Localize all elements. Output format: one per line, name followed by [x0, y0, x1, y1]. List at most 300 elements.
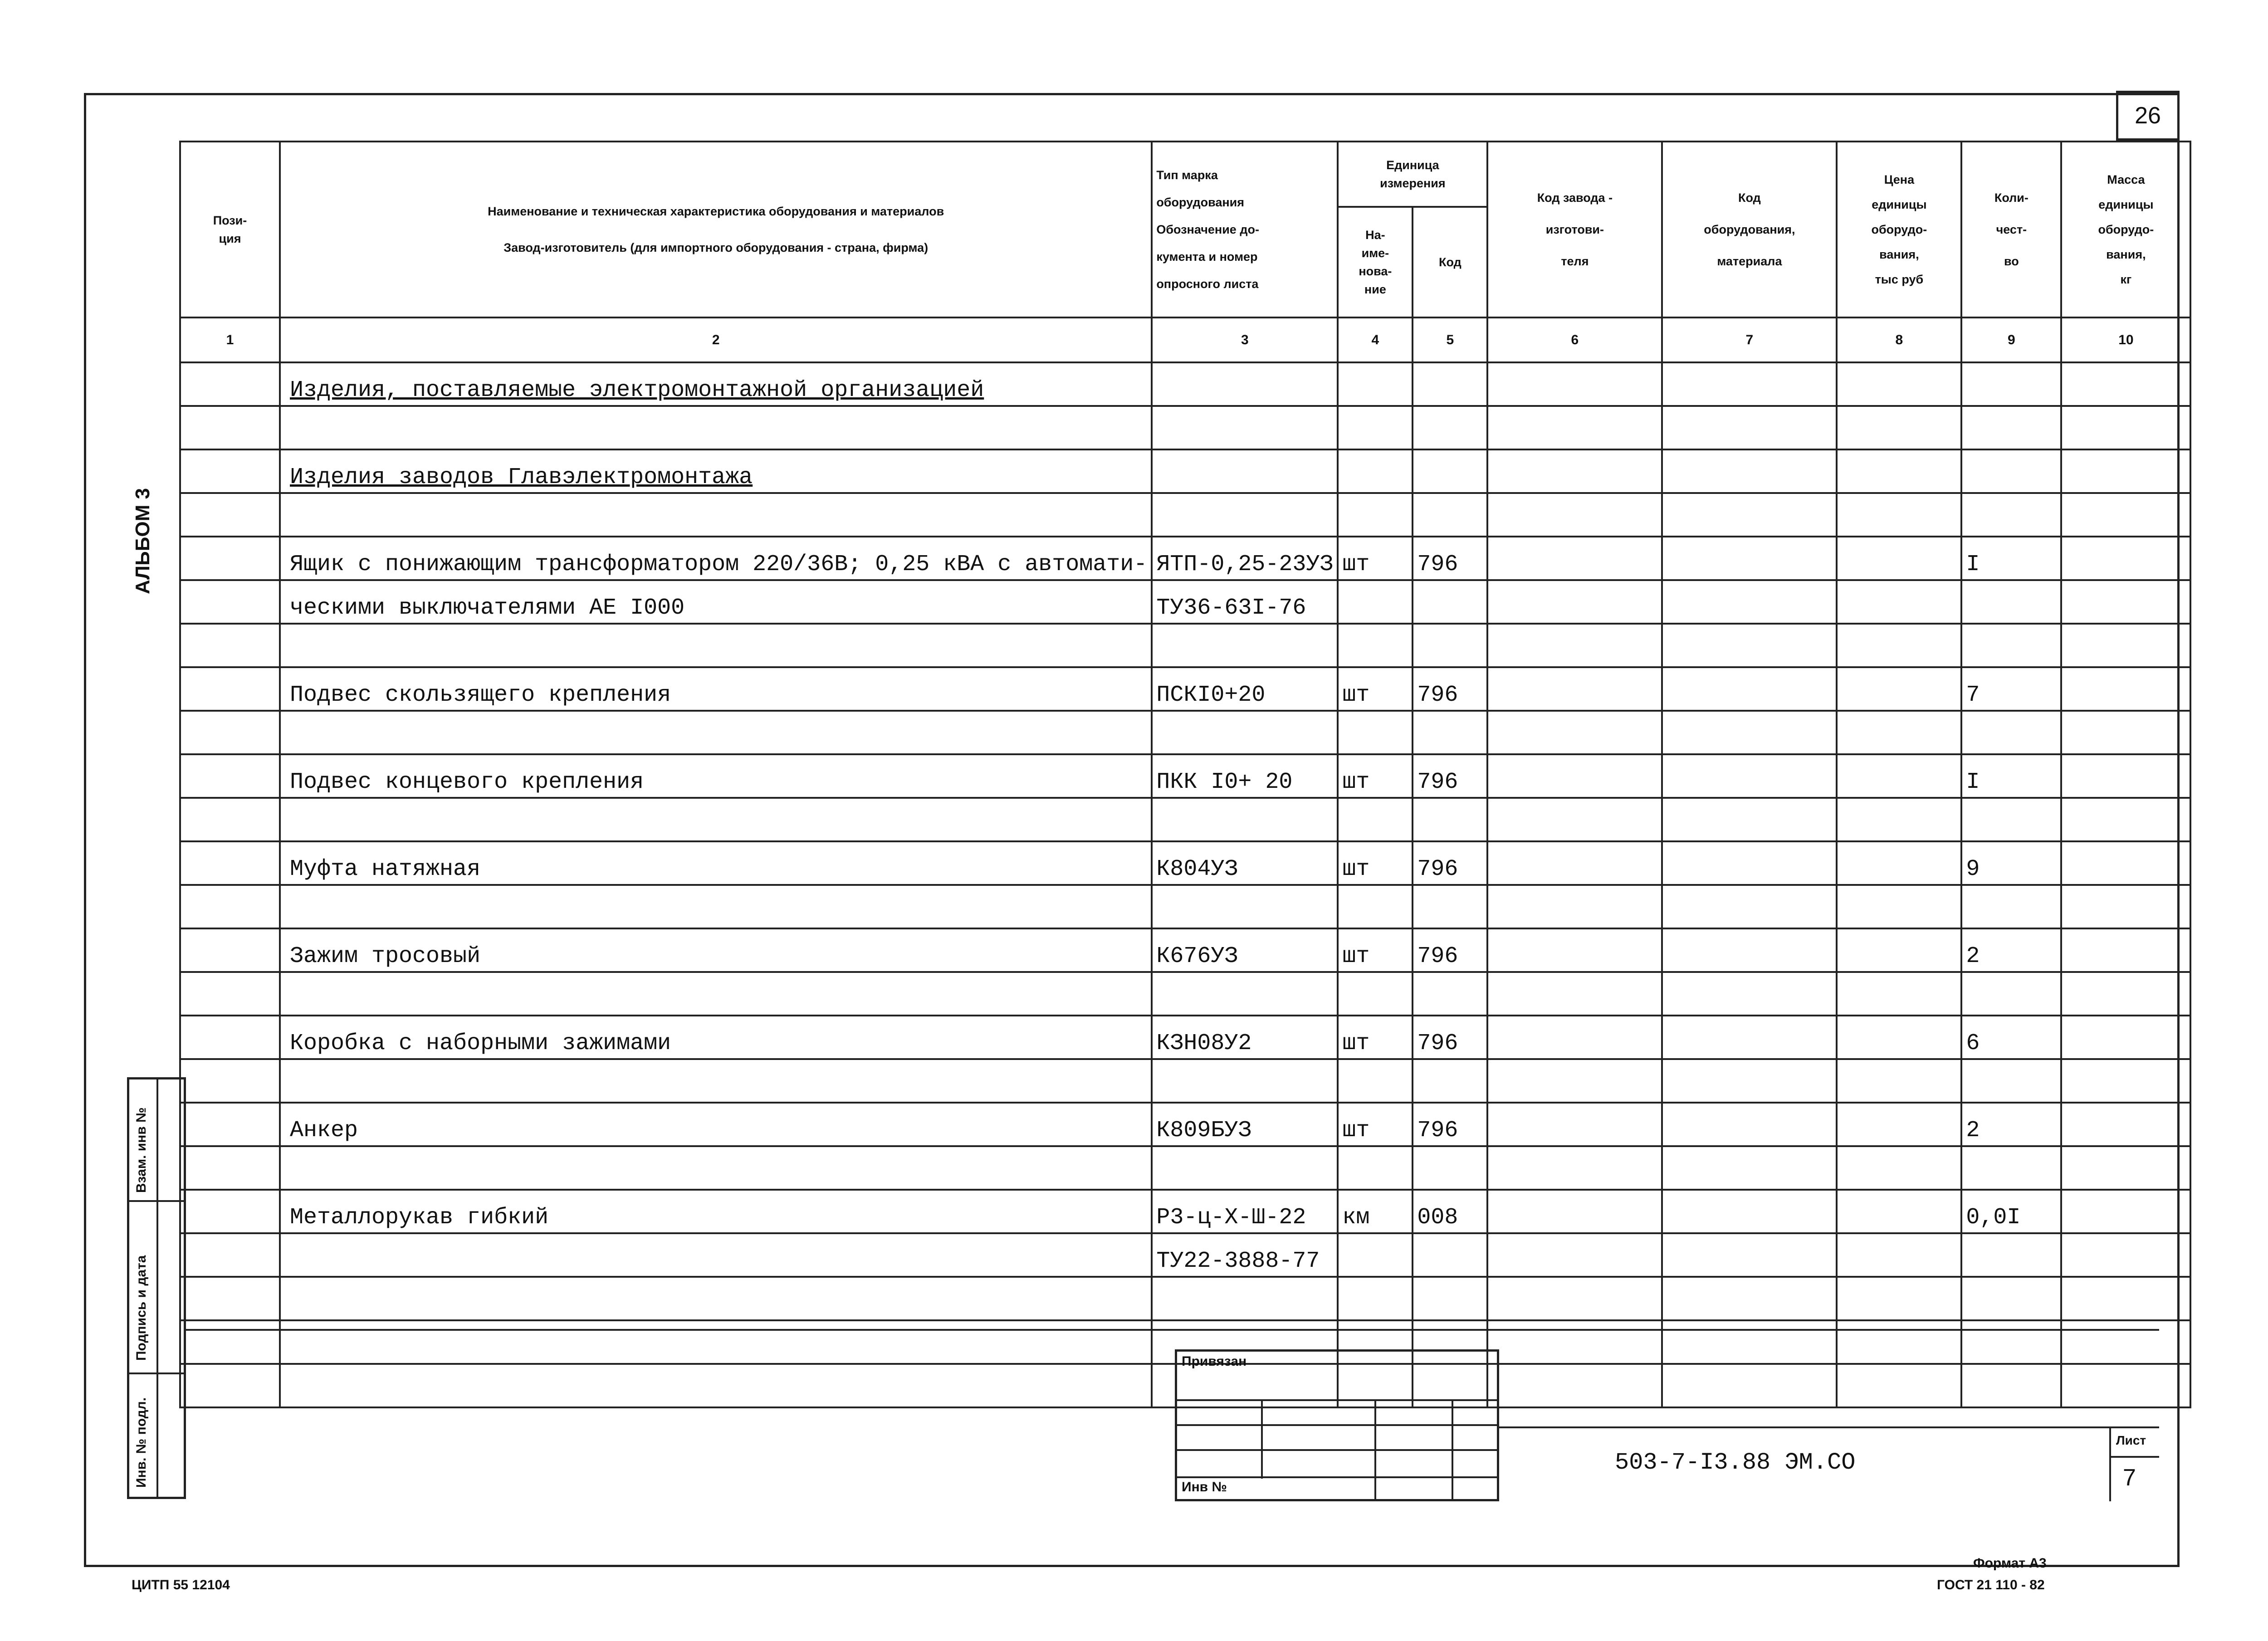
position-cell [180, 1364, 280, 1407]
unit-code-cell: 796 [1413, 841, 1487, 885]
price-cell [1837, 537, 1961, 580]
equipment-code-cell [1662, 406, 1837, 449]
price-cell [1837, 928, 1961, 972]
unit-code-cell: 796 [1413, 1103, 1487, 1146]
unit-code-cell [1413, 1146, 1487, 1190]
unit-code-cell [1413, 1059, 1487, 1103]
table-row [180, 1103, 2190, 1146]
unit-name-cell [1338, 362, 1413, 406]
equipment-code-cell [1662, 449, 1837, 493]
footer-left: ЦИТП 55 12104 [132, 1578, 230, 1592]
manufacturer-code-cell [1487, 754, 1662, 798]
quantity-cell [1961, 1233, 2061, 1277]
column-number: 5 [1413, 317, 1487, 362]
unit-name-cell [1338, 493, 1413, 537]
equipment-code-cell [1662, 841, 1837, 885]
unit-code-cell [1413, 493, 1487, 537]
header-type: Тип марка оборудования Обозначение до- кумента и номер опросного листа [1152, 142, 1338, 317]
equipment-code-cell [1662, 1190, 1837, 1233]
price-cell [1837, 885, 1961, 928]
price-cell [1837, 667, 1961, 711]
mass-cell [2061, 711, 2190, 754]
position-cell [180, 885, 280, 928]
type-cell: К804УЗ [1152, 841, 1338, 885]
quantity-cell [1961, 1277, 2061, 1320]
stamp-line [186, 1329, 2159, 1331]
type-cell [1152, 972, 1338, 1016]
stamp-line [1374, 1399, 1376, 1501]
mass-cell [2061, 841, 2190, 885]
position-cell [180, 798, 280, 841]
column-number: 10 [2061, 317, 2190, 362]
unit-name-cell [1338, 972, 1413, 1016]
table-row [180, 537, 2190, 580]
table-row [180, 624, 2190, 667]
quantity-cell [1961, 624, 2061, 667]
table-row [180, 798, 2190, 841]
manufacturer-code-cell [1487, 1277, 1662, 1320]
stamp-line [1175, 1476, 1499, 1478]
mass-cell [2061, 580, 2190, 624]
unit-name-cell: шт [1338, 667, 1413, 711]
header-quantity: Коли- чест- во [1961, 142, 2061, 317]
document-number: 503-7-I3.88 ЭМ.СО [1615, 1449, 1856, 1476]
footer-gost: ГОСТ 21 110 - 82 [1937, 1578, 2045, 1592]
manufacturer-code-cell [1487, 1364, 1662, 1407]
mass-cell [2061, 1364, 2190, 1407]
mass-cell [2061, 493, 2190, 537]
header-equipment-code: Код оборудования, материала [1662, 142, 1837, 317]
name-cell: Зажим тросовый [280, 928, 1152, 972]
price-cell [1837, 1146, 1961, 1190]
name-cell: Муфта натяжная [280, 841, 1152, 885]
quantity-cell [1961, 711, 2061, 754]
price-cell [1837, 1016, 1961, 1059]
name-cell [280, 1146, 1152, 1190]
quantity-cell [1961, 885, 2061, 928]
name-cell [280, 493, 1152, 537]
manufacturer-code-cell [1487, 841, 1662, 885]
album-label: АЛЬБОМ 3 [132, 488, 154, 594]
mass-cell [2061, 1146, 2190, 1190]
name-cell: Коробка с наборными зажимами [280, 1016, 1152, 1059]
price-cell [1837, 711, 1961, 754]
unit-name-cell: шт [1338, 841, 1413, 885]
unit-code-cell [1413, 711, 1487, 754]
header-price: Цена единицы оборудо- вания, тыс руб [1837, 142, 1961, 317]
quantity-cell [1961, 449, 2061, 493]
type-cell: К676УЗ [1152, 928, 1338, 972]
header-mass: Масса единицы оборудо- вания, кг [2061, 142, 2190, 317]
position-cell [180, 1277, 280, 1320]
manufacturer-code-cell [1487, 885, 1662, 928]
quantity-cell: I [1961, 754, 2061, 798]
equipment-code-cell [1662, 624, 1837, 667]
position-cell [180, 711, 280, 754]
unit-name-cell [1338, 711, 1413, 754]
quantity-cell [1961, 493, 2061, 537]
name-cell [280, 624, 1152, 667]
sheet-value: 7 [2123, 1465, 2136, 1491]
mass-cell [2061, 1103, 2190, 1146]
type-cell: ТУ36-63I-76 [1152, 580, 1338, 624]
manufacturer-code-cell [1487, 928, 1662, 972]
header-unit-name: На- име- нова- ние [1338, 207, 1413, 317]
position-cell [180, 928, 280, 972]
header-position: Пози- ция [180, 142, 280, 317]
stamp-line [1499, 1426, 2159, 1428]
type-cell [1152, 493, 1338, 537]
mass-cell [2061, 1233, 2190, 1277]
mass-cell [2061, 1320, 2190, 1364]
header-unit-group: Единица измерения [1338, 142, 1487, 207]
stamp-line [1452, 1399, 1453, 1501]
position-cell [180, 1233, 280, 1277]
mass-cell [2061, 1190, 2190, 1233]
mass-cell [2061, 1016, 2190, 1059]
name-cell: Изделия заводов Главэлектромонтажа [280, 449, 1152, 493]
specification-body [180, 362, 2190, 1407]
specification-table [179, 141, 2191, 1408]
position-cell [180, 1146, 280, 1190]
type-cell [1152, 449, 1338, 493]
table-row [180, 841, 2190, 885]
quantity-cell [1961, 972, 2061, 1016]
position-cell [180, 841, 280, 885]
quantity-cell [1961, 1320, 2061, 1364]
table-row [180, 449, 2190, 493]
mass-cell [2061, 754, 2190, 798]
manufacturer-code-cell [1487, 624, 1662, 667]
equipment-code-cell [1662, 798, 1837, 841]
unit-code-cell [1413, 449, 1487, 493]
unit-code-cell [1413, 1277, 1487, 1320]
name-cell [280, 1233, 1152, 1277]
header-manufacturer-code: Код завода - изготови- теля [1487, 142, 1662, 317]
price-cell [1837, 1233, 1961, 1277]
mass-cell [2061, 667, 2190, 711]
position-cell [180, 1016, 280, 1059]
table-row [180, 1190, 2190, 1233]
manufacturer-code-cell [1487, 580, 1662, 624]
name-cell: Подвес концевого крепления [280, 754, 1152, 798]
quantity-cell [1961, 406, 2061, 449]
price-cell [1837, 1320, 1961, 1364]
quantity-cell [1961, 362, 2061, 406]
unit-name-cell: шт [1338, 1016, 1413, 1059]
mass-cell [2061, 537, 2190, 580]
sign-date-label: Подпись и дата [134, 1255, 149, 1361]
inv-orig-label: Инв. № подл. [134, 1397, 149, 1488]
position-cell [180, 493, 280, 537]
price-cell [1837, 493, 1961, 537]
type-cell [1152, 362, 1338, 406]
manufacturer-code-cell [1487, 1059, 1662, 1103]
equipment-code-cell [1662, 362, 1837, 406]
manufacturer-code-cell [1487, 1190, 1662, 1233]
name-cell: ческими выключателями АЕ I000 [280, 580, 1152, 624]
position-cell [180, 754, 280, 798]
table-row [180, 885, 2190, 928]
stamp-line [1261, 1399, 1263, 1479]
manufacturer-code-cell [1487, 449, 1662, 493]
manufacturer-code-cell [1487, 798, 1662, 841]
column-number: 8 [1837, 317, 1961, 362]
unit-name-cell [1338, 1059, 1413, 1103]
position-cell [180, 972, 280, 1016]
equipment-code-cell [1662, 972, 1837, 1016]
position-cell [180, 1103, 280, 1146]
mass-cell [2061, 624, 2190, 667]
type-cell: ТУ22-3888-77 [1152, 1233, 1338, 1277]
position-cell [180, 1059, 280, 1103]
stamp-line [1175, 1399, 1499, 1401]
name-cell [280, 406, 1152, 449]
price-cell [1837, 362, 1961, 406]
type-cell: ЯТП-0,25-23УЗ [1152, 537, 1338, 580]
manufacturer-code-cell [1487, 362, 1662, 406]
table-row [180, 493, 2190, 537]
header-name: Наименование и техническая характеристика оборудования и материалов Завод-изготовитель (для импортного оборудования - страна, фирма) [280, 142, 1152, 317]
equipment-code-cell [1662, 1233, 1837, 1277]
column-number: 6 [1487, 317, 1662, 362]
equipment-code-cell [1662, 711, 1837, 754]
manufacturer-code-cell [1487, 406, 1662, 449]
unit-code-cell: 796 [1413, 537, 1487, 580]
name-cell [280, 885, 1152, 928]
name-cell [280, 972, 1152, 1016]
inv-label: Инв № [1182, 1480, 1227, 1494]
column-number: 9 [1961, 317, 2061, 362]
position-cell [180, 406, 280, 449]
mass-cell [2061, 928, 2190, 972]
position-cell [180, 624, 280, 667]
manufacturer-code-cell [1487, 1016, 1662, 1059]
manufacturer-code-cell [1487, 1146, 1662, 1190]
position-cell [180, 1190, 280, 1233]
manufacturer-code-cell [1487, 537, 1662, 580]
type-cell [1152, 885, 1338, 928]
name-cell: Изделия, поставляемые электромонтажной организацией [280, 362, 1152, 406]
price-cell [1837, 754, 1961, 798]
manufacturer-code-cell [1487, 493, 1662, 537]
column-number: 2 [280, 317, 1152, 362]
price-cell [1837, 624, 1961, 667]
position-cell [180, 537, 280, 580]
unit-code-cell: 796 [1413, 667, 1487, 711]
unit-name-cell [1338, 798, 1413, 841]
price-cell [1837, 1059, 1961, 1103]
table-row [180, 1146, 2190, 1190]
equipment-code-cell [1662, 580, 1837, 624]
type-cell [1152, 624, 1338, 667]
equipment-code-cell [1662, 1146, 1837, 1190]
table-row [180, 1233, 2190, 1277]
equipment-code-cell [1662, 537, 1837, 580]
quantity-cell [1961, 1059, 2061, 1103]
price-cell [1837, 1364, 1961, 1407]
unit-name-cell [1338, 1233, 1413, 1277]
column-number: 1 [180, 317, 280, 362]
name-cell [280, 1277, 1152, 1320]
equipment-code-cell [1662, 493, 1837, 537]
column-number: 3 [1152, 317, 1338, 362]
manufacturer-code-cell [1487, 711, 1662, 754]
unit-code-cell: 008 [1413, 1190, 1487, 1233]
unit-code-cell [1413, 798, 1487, 841]
equipment-code-cell [1662, 1364, 1837, 1407]
unit-name-cell: шт [1338, 537, 1413, 580]
mass-cell [2061, 798, 2190, 841]
stamp-line [1175, 1424, 1499, 1426]
quantity-cell: 6 [1961, 1016, 2061, 1059]
name-cell [280, 1320, 1152, 1364]
position-cell [180, 580, 280, 624]
unit-code-cell: 796 [1413, 1016, 1487, 1059]
quantity-cell: 0,0I [1961, 1190, 2061, 1233]
unit-code-cell [1413, 1233, 1487, 1277]
unit-name-cell [1338, 624, 1413, 667]
mass-cell [2061, 362, 2190, 406]
position-cell [180, 362, 280, 406]
table-row [180, 667, 2190, 711]
unit-code-cell [1413, 580, 1487, 624]
sheet-label: Лист [2116, 1433, 2146, 1447]
table-row [180, 580, 2190, 624]
equipment-code-cell [1662, 1320, 1837, 1364]
name-cell [280, 711, 1152, 754]
linked-label: Привязан [1182, 1354, 1247, 1369]
name-cell: Подвес скользящего крепления [280, 667, 1152, 711]
mass-cell [2061, 1277, 2190, 1320]
unit-name-cell: шт [1338, 1103, 1413, 1146]
sheet-number: 26 [2116, 91, 2180, 141]
type-cell [1152, 798, 1338, 841]
table-row [180, 1277, 2190, 1320]
equipment-code-cell [1662, 1016, 1837, 1059]
manufacturer-code-cell [1487, 1103, 1662, 1146]
unit-name-cell [1338, 1146, 1413, 1190]
unit-code-cell [1413, 885, 1487, 928]
unit-name-cell: шт [1338, 928, 1413, 972]
column-number: 4 [1338, 317, 1413, 362]
type-cell [1152, 1059, 1338, 1103]
type-cell: Р3-ц-Х-Ш-22 [1152, 1190, 1338, 1233]
unit-code-cell [1413, 406, 1487, 449]
quantity-cell: 7 [1961, 667, 2061, 711]
unit-name-cell: шт [1338, 754, 1413, 798]
unit-code-cell: 796 [1413, 928, 1487, 972]
table-row [180, 406, 2190, 449]
table-row [180, 1059, 2190, 1103]
type-cell [1152, 1146, 1338, 1190]
unit-name-cell [1338, 449, 1413, 493]
equipment-code-cell [1662, 928, 1837, 972]
manufacturer-code-cell [1487, 972, 1662, 1016]
quantity-cell: 9 [1961, 841, 2061, 885]
price-cell [1837, 449, 1961, 493]
price-cell [1837, 1277, 1961, 1320]
table-row [180, 711, 2190, 754]
equipment-code-cell [1662, 885, 1837, 928]
unit-name-cell: км [1338, 1190, 1413, 1233]
replace-inv-label: Взам. инв № [134, 1107, 149, 1193]
unit-code-cell: 796 [1413, 754, 1487, 798]
column-number: 7 [1662, 317, 1837, 362]
type-cell [1152, 406, 1338, 449]
price-cell [1837, 1103, 1961, 1146]
quantity-cell: 2 [1961, 1103, 2061, 1146]
unit-code-cell [1413, 624, 1487, 667]
quantity-cell [1961, 798, 2061, 841]
unit-code-cell [1413, 972, 1487, 1016]
name-cell: Металлорукав гибкий [280, 1190, 1152, 1233]
position-cell [180, 1320, 280, 1364]
position-cell [180, 449, 280, 493]
price-cell [1837, 841, 1961, 885]
unit-code-cell [1413, 362, 1487, 406]
table-row [180, 1016, 2190, 1059]
footer-format: Формат А3 [1973, 1556, 2047, 1571]
manufacturer-code-cell [1487, 667, 1662, 711]
type-cell [1152, 711, 1338, 754]
price-cell [1837, 580, 1961, 624]
quantity-cell [1961, 580, 2061, 624]
manufacturer-code-cell [1487, 1233, 1662, 1277]
quantity-cell [1961, 1146, 2061, 1190]
mass-cell [2061, 972, 2190, 1016]
side-stamp [127, 1077, 186, 1499]
table-row [180, 972, 2190, 1016]
name-cell [280, 798, 1152, 841]
manufacturer-code-cell [1487, 1320, 1662, 1364]
type-cell: ПСКI0+20 [1152, 667, 1338, 711]
type-cell: ПКК I0+ 20 [1152, 754, 1338, 798]
unit-name-cell [1338, 580, 1413, 624]
equipment-code-cell [1662, 754, 1837, 798]
mass-cell [2061, 1059, 2190, 1103]
mass-cell [2061, 885, 2190, 928]
equipment-code-cell [1662, 667, 1837, 711]
table-row [180, 362, 2190, 406]
mass-cell [2061, 449, 2190, 493]
name-cell [280, 1364, 1152, 1407]
price-cell [1837, 1190, 1961, 1233]
price-cell [1837, 406, 1961, 449]
table-row [180, 928, 2190, 972]
type-cell [1152, 1277, 1338, 1320]
price-cell [1837, 972, 1961, 1016]
name-cell [280, 1059, 1152, 1103]
stamp-line [1175, 1449, 1499, 1451]
equipment-code-cell [1662, 1103, 1837, 1146]
unit-name-cell [1338, 406, 1413, 449]
price-cell [1837, 798, 1961, 841]
equipment-code-cell [1662, 1277, 1837, 1320]
position-cell [180, 667, 280, 711]
unit-name-cell [1338, 1277, 1413, 1320]
quantity-cell: I [1961, 537, 2061, 580]
quantity-cell [1961, 1364, 2061, 1407]
unit-name-cell [1338, 885, 1413, 928]
quantity-cell: 2 [1961, 928, 2061, 972]
stamp-line [2109, 1456, 2159, 1458]
header-unit-code: Код [1413, 207, 1487, 317]
type-cell: КЗН08У2 [1152, 1016, 1338, 1059]
table-row [180, 754, 2190, 798]
equipment-code-cell [1662, 1059, 1837, 1103]
name-cell: Анкер [280, 1103, 1152, 1146]
